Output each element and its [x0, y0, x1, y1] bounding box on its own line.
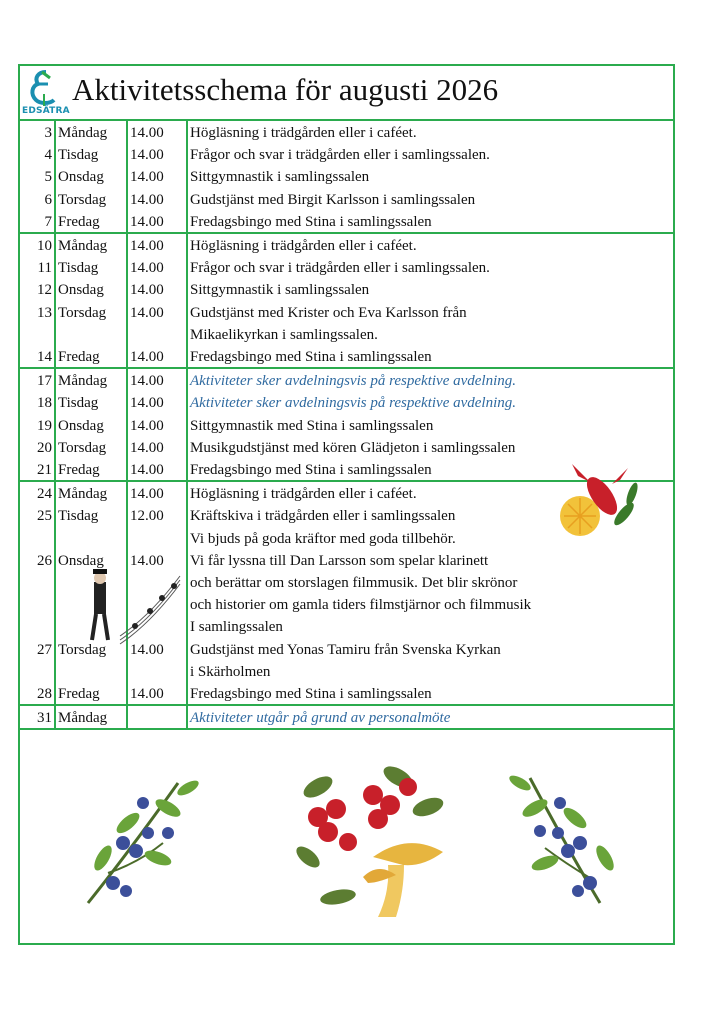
day-cell: Fredag — [58, 349, 100, 365]
activity-cell: och berättar om storslagen filmmusik. Det blir skrönor — [190, 574, 518, 591]
time-cell: 14.00 — [130, 417, 164, 434]
time-cell: 14.00 — [130, 439, 164, 456]
date-cell: 19 — [37, 417, 52, 434]
activity-cell: Sittgymnastik med Stina i samlingssalen — [190, 417, 434, 434]
date-cell: 11 — [37, 260, 52, 277]
date-cell: 14 — [37, 349, 52, 365]
activity-cell: Musikgudstjänst med kören Glädjeton i samlingssalen — [190, 439, 516, 456]
time-cell: 14.00 — [130, 169, 164, 186]
schedule-row — [20, 346, 673, 368]
schedule-row — [20, 189, 673, 211]
schedule-row — [20, 122, 673, 144]
schedule-row — [20, 257, 673, 279]
schedule-row — [20, 144, 673, 166]
activity-cell: Mikaelikyrkan i samlingssalen. — [190, 326, 378, 343]
schedule-row — [20, 235, 673, 257]
activity-cell: Fredagsbingo med Stina i samlingssalen — [190, 349, 432, 365]
time-cell: 14.00 — [130, 282, 164, 299]
schedule-row — [20, 661, 673, 683]
date-cell: 7 — [44, 213, 52, 230]
schedule-row — [20, 392, 673, 414]
day-cell: Tisdag — [58, 147, 99, 164]
date-cell: 31 — [37, 710, 52, 727]
day-cell: Torsdag — [58, 304, 107, 321]
activity-cell: Aktiviteter utgår på grund av personalmöte — [190, 710, 451, 727]
time-cell: 14.00 — [130, 191, 164, 208]
day-cell: Onsdag — [58, 552, 104, 569]
date-cell: 25 — [37, 508, 52, 525]
date-cell: 21 — [37, 461, 52, 478]
time-cell: 14.00 — [130, 373, 164, 390]
day-cell: Onsdag — [58, 169, 104, 186]
activity-cell: Fredagsbingo med Stina i samlingssalen — [190, 685, 432, 702]
schedule-row — [20, 302, 673, 324]
date-cell: 27 — [37, 641, 52, 658]
date-cell: 13 — [37, 304, 52, 321]
date-cell: 24 — [37, 486, 52, 503]
activity-cell: Vi bjuds på goda kräftor med goda tillbehör. — [190, 530, 456, 547]
day-cell: Onsdag — [58, 417, 104, 434]
date-cell: 4 — [44, 147, 52, 164]
time-cell: 14.00 — [130, 125, 164, 141]
activity-cell: Gudstjänst med Yonas Tamiru från Svenska Kyrkan — [190, 641, 501, 658]
day-cell: Torsdag — [58, 191, 107, 208]
chaplin-music-icon — [80, 566, 184, 646]
day-cell: Fredag — [58, 685, 100, 702]
date-cell: 28 — [37, 685, 52, 702]
activity-cell: och historier om gamla tiders filmstjärnor och filmmusik — [190, 597, 532, 614]
logo-text: EDSÄTRA — [22, 106, 70, 116]
activity-cell: i Skärholmen — [190, 663, 271, 680]
schedule-row — [20, 683, 673, 705]
time-cell: 14.00 — [130, 641, 164, 658]
date-cell: 10 — [37, 238, 52, 254]
time-cell: 12.00 — [130, 508, 164, 525]
page-title: Aktivitetsschema för augusti 2026 — [72, 72, 499, 107]
date-cell: 18 — [37, 395, 52, 412]
time-cell: 14.00 — [130, 461, 164, 478]
day-cell: Tisdag — [58, 260, 99, 277]
schedule-frame — [18, 64, 675, 945]
date-cell: 26 — [37, 552, 52, 569]
time-cell: 14.00 — [130, 304, 164, 321]
date-cell: 20 — [37, 439, 52, 456]
decoration-area — [20, 723, 673, 943]
day-cell: Torsdag — [58, 641, 107, 658]
date-cell: 17 — [37, 373, 52, 390]
activity-cell: Gudstjänst med Birgit Karlsson i samlingssalen — [190, 191, 476, 208]
day-cell: Tisdag — [58, 508, 99, 525]
header — [20, 66, 673, 121]
activity-cell: Aktiviteter sker avdelningsvis på respektive avdelning. — [190, 373, 517, 390]
date-cell: 12 — [37, 282, 52, 299]
time-cell: 14.00 — [130, 238, 164, 254]
date-cell: 6 — [44, 191, 52, 208]
time-cell: 14.00 — [130, 349, 164, 365]
activity-cell: Gudstjänst med Krister och Eva Karlsson från — [190, 304, 467, 321]
activity-cell: Högläsning i trädgården eller i caféet. — [190, 125, 417, 141]
date-cell: 5 — [44, 169, 52, 186]
time-cell: 14.00 — [130, 213, 164, 230]
day-cell: Tisdag — [58, 395, 99, 412]
activity-cell: Frågor och svar i trädgården eller i samlingssalen. — [190, 147, 490, 164]
activity-cell: Vi får lyssna till Dan Larsson som spelar klarinett — [190, 552, 489, 569]
week-block — [20, 234, 673, 369]
schedule-row — [20, 211, 673, 233]
activity-cell: I samlingssalen — [190, 619, 283, 636]
schedule-row — [20, 370, 673, 392]
day-cell: Måndag — [58, 373, 108, 390]
blueberry-sprig-left-icon — [68, 763, 218, 913]
time-cell: 14.00 — [130, 486, 164, 503]
activity-cell: Aktiviteter sker avdelningsvis på respektive avdelning. — [190, 395, 517, 412]
activity-cell: Sittgymnastik i samlingssalen — [190, 169, 370, 186]
date-cell: 3 — [44, 125, 52, 141]
blueberry-sprig-right-icon — [490, 763, 640, 913]
activity-cell: Fredagsbingo med Stina i samlingssalen — [190, 213, 432, 230]
schedule-row — [20, 324, 673, 346]
schedule-row — [20, 279, 673, 301]
activity-cell: Högläsning i trädgården eller i caféet. — [190, 238, 417, 254]
schedule-row — [20, 166, 673, 188]
schedule-row — [20, 415, 673, 437]
day-cell: Måndag — [58, 486, 108, 503]
time-cell: 14.00 — [130, 260, 164, 277]
day-cell: Måndag — [58, 125, 108, 141]
activity-cell: Sittgymnastik i samlingssalen — [190, 282, 370, 299]
activity-cell: Högläsning i trädgården eller i caféet. — [190, 486, 417, 503]
week-block — [20, 121, 673, 234]
day-cell: Måndag — [58, 238, 108, 254]
time-cell: 14.00 — [130, 552, 164, 569]
day-cell: Onsdag — [58, 282, 104, 299]
activity-cell: Kräftskiva i trädgården eller i samlingssalen — [190, 508, 456, 525]
time-cell: 14.00 — [130, 685, 164, 702]
day-cell: Fredag — [58, 461, 100, 478]
activity-cell: Frågor och svar i trädgården eller i samlingssalen. — [190, 260, 490, 277]
time-cell: 14.00 — [130, 395, 164, 412]
day-cell: Fredag — [58, 213, 100, 230]
day-cell: Torsdag — [58, 439, 107, 456]
day-cell: Måndag — [58, 710, 108, 727]
activity-cell: Fredagsbingo med Stina i samlingssalen — [190, 461, 432, 478]
lingonberry-mushroom-icon — [278, 747, 458, 927]
crayfish-icon — [552, 454, 642, 544]
time-cell: 14.00 — [130, 147, 164, 164]
